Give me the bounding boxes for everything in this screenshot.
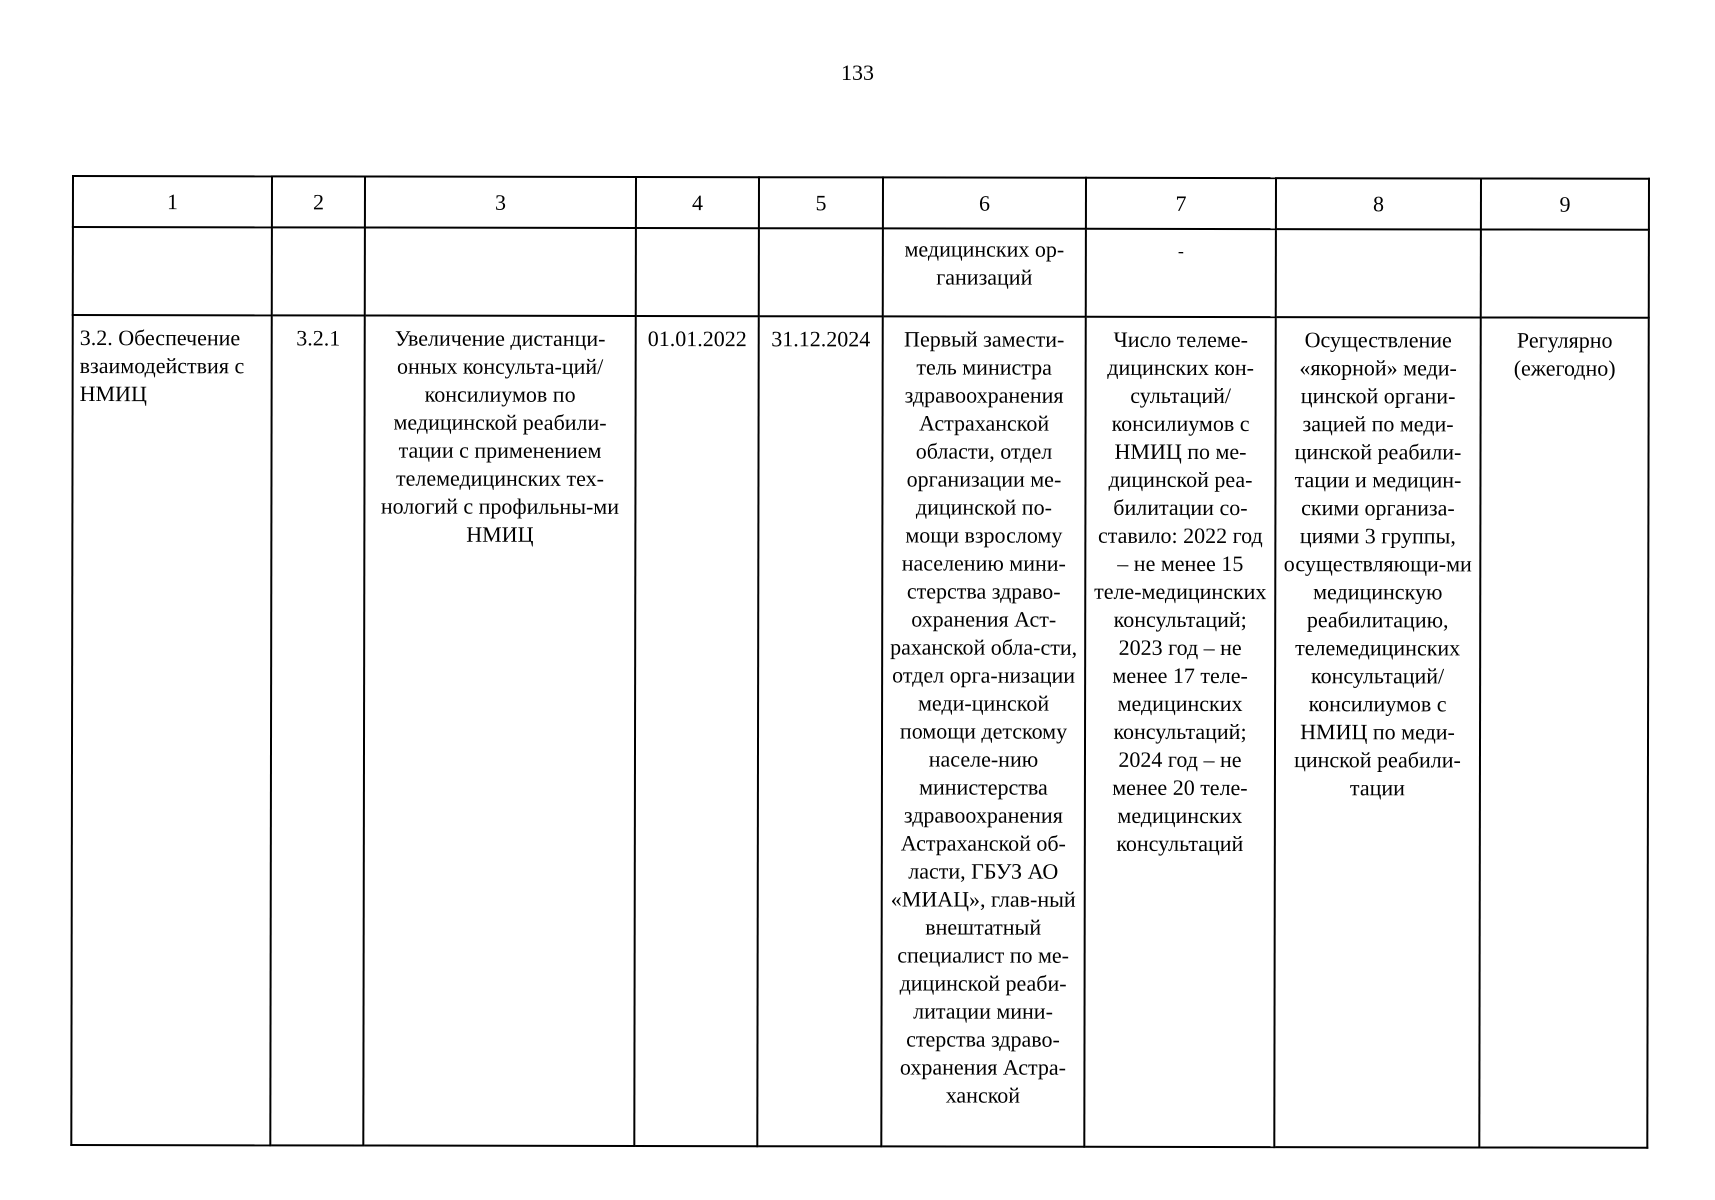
start-date-cell: 01.01.2022 — [634, 316, 758, 1146]
frequency-cell: Регулярно (ежегодно) — [1479, 317, 1648, 1147]
table-row — [71, 315, 1648, 1148]
result-cell: Осуществление «якорной» меди-цинской органи-зацией по меди-цинской реабили-тации и медицин-скими организа-циями 3 группы, осуществляющи-ми медицинскую реабилитацию, телемедицинских консультаций/ консилиумов с НМИЦ по меди-цинской реабили-тации — [1274, 317, 1480, 1147]
indicator-cell: Число телеме-дицинских кон-сультаций/ консилиумов с НМИЦ по ме-дицинской реа-билитации со-ставило: 2022 год – не менее 15 теле-медицинских консультаций; 2023 год – не менее 17 теле-медицинских консультаций; 2024 год – не менее 20 теле-медицинских консультаций — [1084, 317, 1275, 1147]
activity-cell: Увеличение дистанци-онных консульта-ций/консилиумов по медицинской реабили-тации с применением телемедицинских тех-нологий с профильны-ми НМИЦ — [363, 316, 635, 1146]
header-cell-1: 1 — [73, 176, 272, 227]
header-row — [73, 176, 1649, 230]
header-cell-9: 9 — [1481, 178, 1649, 229]
page-number: 133 — [841, 60, 874, 85]
header-cell-6: 6 — [883, 177, 1086, 228]
cont-cell-4 — [636, 228, 759, 316]
cont-cell-9 — [1481, 229, 1649, 317]
header-cell-4: 4 — [636, 177, 759, 228]
cont-cell-1 — [73, 227, 272, 315]
responsible-cell: Первый замести-тель министра здравоохранения Астраханской области, отдел организации ме-дицинской по-мощи взрослому населению мини-стерства здраво-охранения Аст-раханской обла-сти, отдел орга-низации меди-цинской помощи детскому населе-нию министерства здравоохранения Астраханской об-ласти, ГБУЗ АО «МИАЦ», глав-ный внештатный специалист по ме-дицинской реаби-литации мини-стерства здраво-охранения Астра-ханской — [881, 316, 1085, 1146]
cont-cell-8 — [1276, 229, 1481, 317]
header-cell-2: 2 — [272, 176, 365, 227]
end-date-cell: 31.12.2024 — [757, 316, 882, 1146]
cont-cell-3 — [365, 228, 636, 316]
header-cell-8: 8 — [1276, 178, 1481, 229]
cont-cell-7 — [1086, 229, 1276, 317]
header-cell-3: 3 — [365, 177, 636, 228]
continuation-row — [73, 227, 1649, 318]
header-cell-7: 7 — [1086, 178, 1276, 229]
item-number-cell: 3.2.1 — [270, 315, 364, 1145]
cont-cell-6: медицинских ор- ганизаций — [883, 228, 1086, 316]
cont-cell-5 — [759, 228, 883, 316]
section-cell: 3.2. Обеспечение взаимодействия с НМИЦ — [71, 315, 271, 1145]
cont-cell-2 — [272, 227, 365, 315]
header-cell-5: 5 — [759, 177, 883, 228]
dash-mark: - — [1177, 240, 1184, 261]
plan-table — [70, 175, 1650, 1149]
